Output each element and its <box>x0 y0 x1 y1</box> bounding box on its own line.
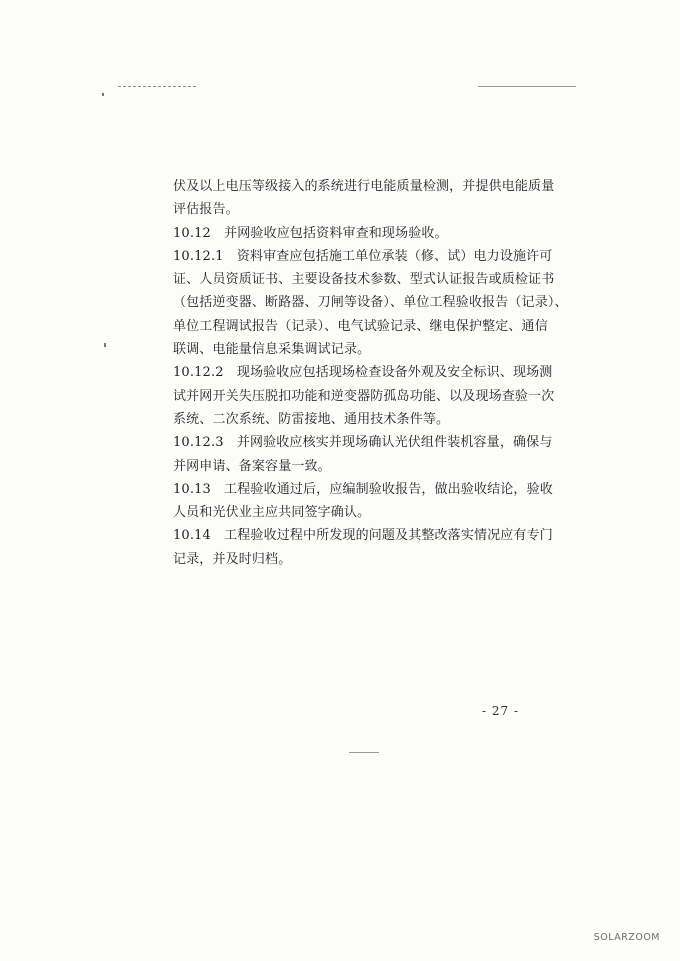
clause-10-12-2: 10.12.2 现场验收应包括现场检查设备外观及安全标识、现场测 <box>173 365 553 381</box>
clause-10-14: 10.14 工程验收过程中所发现的问题及其整改落实情况应有专门 <box>173 528 553 544</box>
text-line: （包括逆变器、断路器、刀闸等设备）、单位工程验收报告（记录）、 <box>173 295 568 311</box>
text-line: 联调、电能量信息采集调试记录。 <box>173 342 371 358</box>
text-line: 系统、二次系统、防雷接地、通用技术条件等。 <box>173 411 450 427</box>
text-line: 评估报告。 <box>173 202 239 218</box>
text-line: 单位工程调试报告（记录）、电气试验记录、继电保护整定、通信 <box>173 318 548 334</box>
clause-10-12: 10.12 并网验收应包括资料审查和现场验收。 <box>173 225 448 241</box>
clause-10-13: 10.13 工程验收通过后，应编制验收报告，做出验收结论，验收 <box>173 481 553 497</box>
scan-speck <box>104 343 106 347</box>
text-line: 人员和光伏业主应共同签字确认。 <box>173 505 371 521</box>
document-body <box>173 175 568 571</box>
scan-header-rule-left <box>118 86 196 87</box>
text-line: 伏及以上电压等级接入的系统进行电能质量检测，并提供电能质量 <box>173 179 555 194</box>
clause-10-12-3: 10.12.3 并网验收应核实并现场确认光伏组件装机容量，确保与 <box>173 435 553 451</box>
scan-footer-rule <box>349 752 379 753</box>
scan-header-rule-right <box>478 86 576 87</box>
text-line: 并网申请、备案容量一致。 <box>173 458 331 474</box>
text-line: 记录，并及时归档。 <box>173 551 292 567</box>
text-line: 证、人员资质证书、主要设备技术参数、型式认证报告或质检证书 <box>173 272 555 288</box>
clause-10-12-1: 10.12.1 资料审查应包括施工单位承装（修、试）电力设施许可 <box>173 248 553 264</box>
watermark: SOLARZOOM <box>593 932 660 943</box>
page-number: - 27 - <box>482 704 520 718</box>
text-line: 试并网开关失压脱扣功能和逆变器防孤岛功能、以及现场查验一次 <box>173 388 555 404</box>
scan-speck <box>102 93 104 96</box>
